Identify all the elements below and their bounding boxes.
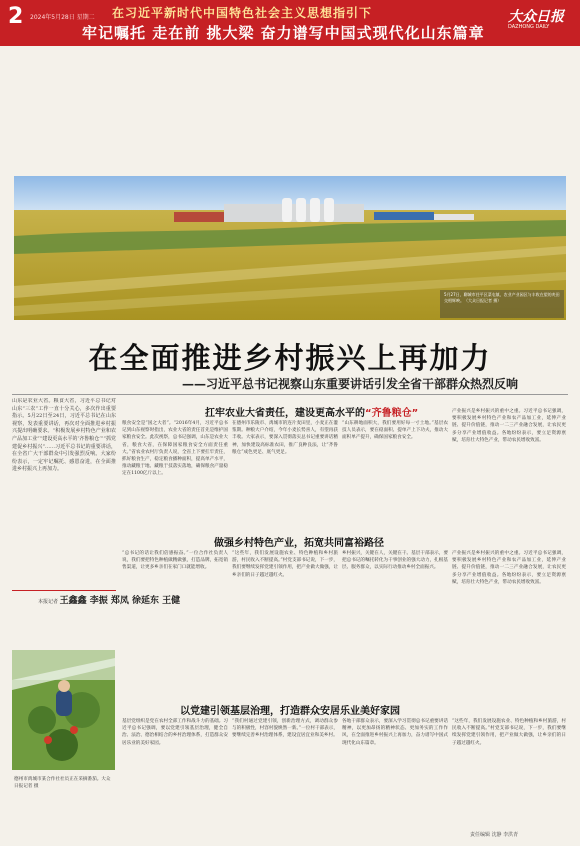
masthead-logo: 大众日报 <box>508 9 564 25</box>
body-column-4: 产业振兴是乡村振兴的重中之重。习近平总书记强调，要积极发展乡村特色产业和农产品加工业，延伸产业链、提升价值链，推动一二三产业融合发展，让农民更多分享产业增值收益。各地纷纷表示，要立足资源禀赋，培育壮大特色产业，带动农民增收致富。 <box>452 409 566 443</box>
body-column-2: 在德州市乐陵市、禹城市的连片麦田里，小麦正在灌浆期。种粮大户介绍，今年小麦长势喜人，有望再获丰收。大家表示，要深入贯彻落实总书记重要讲话精神，加快建设高标准农田，推广良种良法，让“齐鲁粮仓”成色更足、底气更足。 <box>232 421 338 455</box>
body-column-10: “我们村通过党建引领，创新治理方式，调动群众参与的积极性，村容村貌焕然一新。”一位村干部表示，要继续完善乡村治理体系，建设宜居宜业和美乡村。 <box>232 719 338 739</box>
greenhouse-photo <box>12 650 115 770</box>
editor-credit: 责任编辑 沈静 李洪青 <box>470 832 519 838</box>
section-heading-3: 以党建引领基层治理，打造群众安居乐业美好家园 <box>180 706 400 717</box>
body-column-11: 各地干部群众表示，要深入学习贯彻总书记重要讲话精神，以更加昂扬的精神状态、更加务实的工作作风，在全面推进乡村振兴上再加力，奋力谱写中国式现代化山东篇章。 <box>342 719 448 746</box>
section-heading-2: 做强乡村特色产业，拓宽共同富裕路径 <box>214 538 384 549</box>
body-column-7: 乡村振兴，关键在人，关键在干。基层干部表示，要把总书记的嘱托转化为干事创业的强大动力，扎根基层、服务群众，以实际行动推动乡村全面振兴。 <box>342 551 448 571</box>
section-heading-1-quote: “齐鲁粮仓” <box>365 408 419 419</box>
body-column-1: 粮食安全是“国之大者”。“2016年4月，习近平总书记到山东视察时指出，农业大省的责任首先是维护国家粮食安全。此次视察，总书记强调，山东是农业大省，粮食大省，在保障国家粮食安全方面责任重大。”省农业农村厅负责人说，全省上下要扛牢责任，抓好粮食生产，稳定粮食播种面积，提高单产水平，推动藏粮于地、藏粮于技落实落地，确保粮食产量稳定在1100亿斤以上。 <box>122 421 228 477</box>
page-header <box>0 0 580 46</box>
masthead-logo-sub: DAZHONG DAILY <box>508 24 550 30</box>
byline-label: 本报记者 <box>38 599 59 605</box>
greenhouse-image <box>12 650 115 770</box>
greenhouse-photo-caption: 德州市禹城市某合作社社员正在采摘番茄。大众日报记者 摄 <box>14 777 111 789</box>
header-kicker: 在习近平新时代中国特色社会主义思想指引下 <box>112 6 373 20</box>
article-subtitle: ——习近平总书记视察山东重要讲话引发全省干部群众热烈反响 <box>181 377 518 391</box>
byline-names: 王鑫鑫 李振 郑凤 徐延东 王健 <box>59 596 181 606</box>
title-divider <box>12 394 568 395</box>
section-heading-1: 扛牢农业大省责任，建设更高水平的“齐鲁粮仓” <box>205 408 419 419</box>
page-number: 2 <box>8 4 24 29</box>
photo-caption: 5月27日，聊城市茌平区菜屯镇，农业产业园区与丰收在望的麦田交相辉映。（大众日报记者 摄） <box>444 292 560 303</box>
body-column-12: “这些年，我们发展设施农业、特色种植和乡村旅游，村民收入不断提高。”村党支部书记说，下一步，我们要继续发挥党建引领作用，把产业做大做强，让乡亲们的日子越过越红火。 <box>452 719 566 746</box>
intro-divider <box>12 590 116 591</box>
header-headline: 牢记嘱托 走在前 挑大梁 奋力谱写中国式现代化山东篇章 <box>82 24 485 42</box>
body-column-8: 产业振兴是乡村振兴的重中之重。习近平总书记强调，要积极发展乡村特色产业和农产品加工业，延伸产业链、提升价值链，推动一二三产业融合发展，让农民更多分享产业增值收益。各地纷纷表示，要立足资源禀赋，培育壮大特色产业，带动农民增收致富。 <box>452 551 566 585</box>
body-column-6: “这些年，我们发展设施农业、特色种植和乡村旅游，村民收入不断提高。”村党支部书记说，下一步，我们要继续发挥党建引领作用，把产业做大做强，让乡亲们的日子越过越红火。 <box>232 551 338 578</box>
body-column-9: 基层党组织是党在农村全部工作和战斗力的基础。习近平总书记强调，要以党建引领基层治理，健全自治、法治、德治相结合的乡村治理体系，打造群众安居乐业的美好家园。 <box>122 719 228 746</box>
article-title: 在全面推进乡村振兴上再加力 <box>88 341 492 375</box>
intro-text: 山东是农业大省。粮食大省，习近平总书记对山东“三农”工作一直十分关心，多次作出重要指示。5月22日至24日，习近平总书记在山东视察，发表重要讲话，再次对全面推进乡村振兴提出明确要求。“积极发展乡村特色产业和农产品加工业”“建设更高水平的‘齐鲁粮仓’”“抓党建促乡村振兴”……习近平总书记的重要讲话，在全省广大干部群众中引发强烈反响。大家纷纷表示，一定牢记嘱托、感恩奋进，在全面推进乡村振兴上再加力。 <box>12 398 116 473</box>
body-column-5: “总书记的话让我们倍感振奋。”一位合作社负责人说，我们要把特色种植做精做强，打造品牌，拓宽销售渠道，让更多乡亲们在家门口就能增收。 <box>122 551 228 571</box>
issue-date: 2024年5月28日 星期二 <box>30 14 95 21</box>
body-column-3: “山东耕地面积大，我们要用好每一寸土地。”基层农技人员表示，要在稳面积、提单产上下功夫，推动大面积单产提升，确保国家粮食安全。 <box>342 421 448 441</box>
